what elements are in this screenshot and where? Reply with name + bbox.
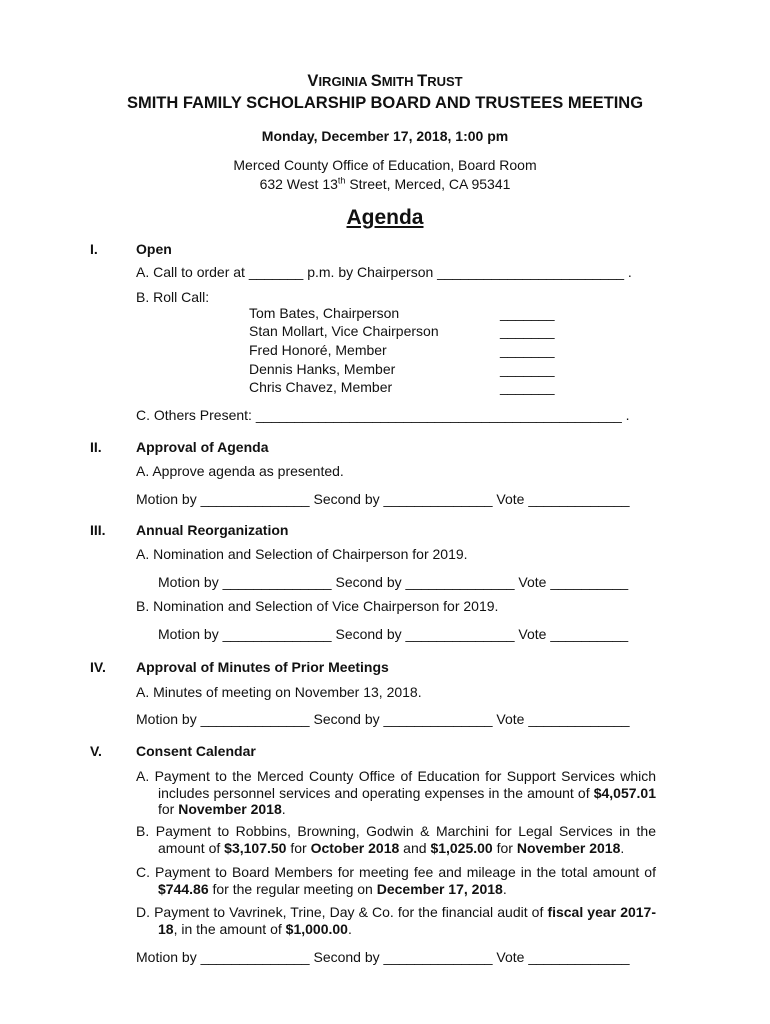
agenda-item: C. Others Present: _______________________________________________ .	[136, 407, 630, 423]
agenda-item: A. Nomination and Selection of Chairperson for 2019.	[136, 546, 468, 562]
roll-call-blank: _______	[500, 323, 555, 339]
trust-name: VIRGINIA SMITH TRUST	[307, 72, 463, 90]
motion-line: Motion by ______________ Second by ______________ Vote _____________	[136, 491, 630, 507]
section-title: Annual Reorganization	[136, 522, 289, 538]
section-number: I.	[90, 241, 98, 257]
agenda-item: B. Payment to Robbins, Browning, Godwin & Marchini for Legal Services in the amount of $3,107.50 for October 2018 and $1,025.00 for November 2018.	[136, 823, 656, 856]
meeting-location: Merced County Office of Education, Board Room	[233, 157, 537, 173]
motion-line: Motion by ______________ Second by ______________ Vote __________	[158, 626, 629, 642]
roll-call-member: Tom Bates, Chairperson	[249, 305, 400, 321]
agenda-title: Agenda	[346, 206, 424, 229]
roll-call-blank: _______	[500, 361, 555, 377]
section-title: Consent Calendar	[136, 743, 256, 759]
meeting-title: SMITH FAMILY SCHOLARSHIP BOARD AND TRUSTEES MEETING	[126, 94, 644, 112]
section-number: II.	[90, 439, 102, 455]
roll-call-blank: _______	[500, 305, 555, 321]
section-number: III.	[90, 522, 106, 538]
agenda-item: B. Roll Call:	[136, 289, 210, 305]
agenda-item: A. Approve agenda as presented.	[136, 463, 344, 479]
section-title: Approval of Minutes of Prior Meetings	[136, 659, 389, 675]
roll-call-blank: _______	[500, 342, 555, 358]
roll-call-member: Stan Mollart, Vice Chairperson	[249, 323, 439, 339]
agenda-item: B. Nomination and Selection of Vice Chairperson for 2019.	[136, 598, 499, 614]
meeting-address: 632 West 13th Street, Merced, CA 95341	[259, 175, 511, 192]
agenda-item: A. Call to order at _______ p.m. by Chairperson ________________________ .	[136, 264, 632, 280]
agenda-item: C. Payment to Board Members for meeting fee and mileage in the total amount of $744.86 for the regular meeting on December 17, 2018.	[136, 864, 656, 897]
agenda-item: D. Payment to Vavrinek, Trine, Day & Co. for the financial audit of fiscal year 2017-18, in the amount of $1,000.00.	[136, 904, 656, 937]
roll-call-member: Chris Chavez, Member	[249, 379, 393, 395]
section-number: IV.	[90, 659, 106, 675]
motion-line: Motion by ______________ Second by ______________ Vote _____________	[136, 949, 630, 965]
motion-line: Motion by ______________ Second by ______________ Vote __________	[158, 574, 629, 590]
meeting-date: Monday, December 17, 2018, 1:00 pm	[261, 128, 509, 144]
roll-call-blank: _______	[500, 379, 555, 395]
agenda-item: A. Minutes of meeting on November 13, 2018.	[136, 684, 422, 700]
section-title: Open	[136, 241, 172, 257]
agenda-item: A. Payment to the Merced County Office of Education for Support Services which includes personnel services and operating expenses in the amount of $4,057.01 for November 2018.	[136, 768, 656, 817]
section-number: V.	[90, 743, 102, 759]
roll-call-member: Fred Honoré, Member	[249, 342, 387, 358]
motion-line: Motion by ______________ Second by ______________ Vote _____________	[136, 711, 630, 727]
roll-call-member: Dennis Hanks, Member	[249, 361, 396, 377]
section-title: Approval of Agenda	[136, 439, 269, 455]
